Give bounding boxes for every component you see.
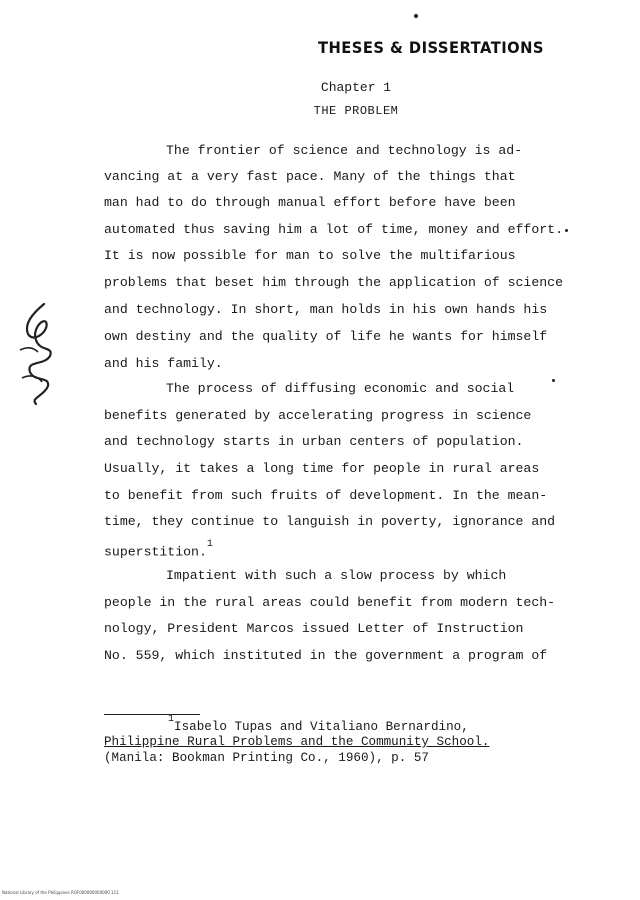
body-line: No. 559, which instituted in the government a program of	[104, 648, 548, 663]
body-line: to benefit from such fruits of development. In the mean-	[104, 488, 548, 503]
footnote-book-title: Philippine Rural Problems and the Community School.	[104, 735, 490, 749]
footnote-authors: Isabelo Tupas and Vitaliano Bernardino,	[174, 720, 469, 735]
body-line: Usually, it takes a long time for people in rural areas	[104, 461, 540, 476]
body-line-with-footnote	[104, 539, 213, 560]
body-line: time, they continue to languish in poverty, ignorance and	[104, 514, 556, 529]
footer-archive-label: National Library of the Philippines ROF000000000000 111	[2, 890, 119, 895]
body-line: superstition.	[104, 544, 207, 560]
body-line: own destiny and the quality of life he wants for himself	[104, 329, 548, 344]
body-line: and technology starts in urban centers of population.	[104, 434, 524, 449]
body-line: Impatient with such a slow process by which	[166, 568, 507, 583]
body-line: people in the rural areas could benefit from modern tech-	[104, 595, 556, 610]
footnote-reference: 1	[206, 539, 213, 550]
footnote-line	[168, 714, 469, 735]
body-line: benefits generated by accelerating progress in science	[104, 408, 532, 423]
body-line: nology, President Marcos issued Letter of Instruction	[104, 621, 524, 636]
body-line: The process of diffusing economic and social	[166, 381, 515, 396]
body-line: The frontier of science and technology is ad-	[166, 143, 523, 158]
body-line: problems that beset him through the application of science	[104, 275, 563, 290]
body-line: and technology. In short, man holds in his own hands his	[104, 302, 548, 317]
scan-speck	[565, 229, 568, 232]
scan-speck	[552, 379, 555, 382]
handwritten-signature	[14, 300, 60, 408]
scan-speck	[414, 14, 418, 18]
body-line: vancing at a very fast pace. Many of the things that	[104, 169, 516, 184]
archive-stamp: THESES & DISSERTATIONS	[318, 38, 544, 57]
body-line: and his family.	[104, 356, 223, 371]
chapter-title: THE PROBLEM	[313, 104, 399, 118]
footnote-marker: 1	[168, 714, 175, 725]
body-line: man had to do through manual effort before have been	[104, 195, 516, 210]
footnote-divider	[104, 714, 200, 715]
body-line: automated thus saving him a lot of time, money and effort.	[104, 222, 563, 237]
body-line: It is now possible for man to solve the multifarious	[104, 248, 516, 263]
chapter-label: Chapter 1	[320, 80, 392, 95]
footnote-publication: (Manila: Bookman Printing Co., 1960), p. 57	[104, 751, 429, 765]
